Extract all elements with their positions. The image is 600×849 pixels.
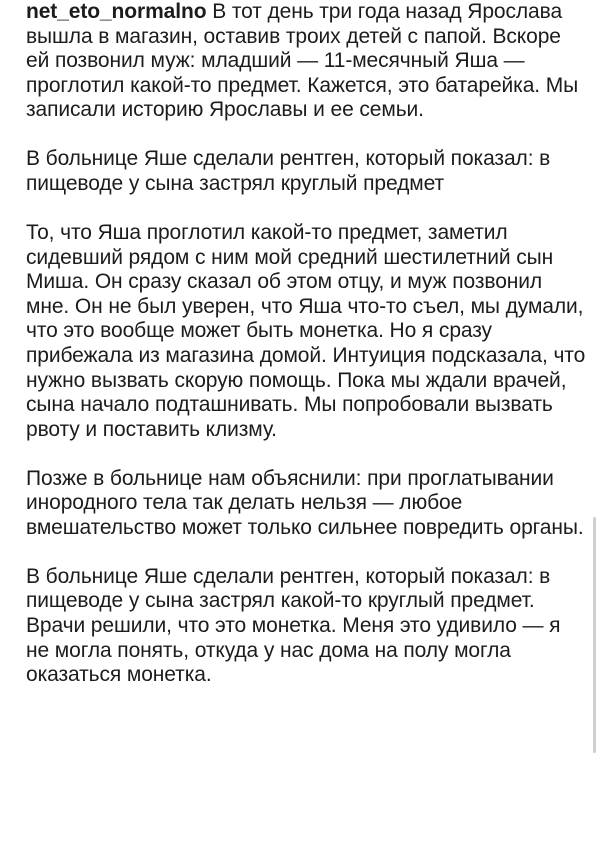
caption-text: В тот день три года назад Ярослава вышла в магазин, оставив троих детей с папой. Вскоре ей позвонил муж: младший — 11-месячный Яша — проглотил какой-то предмет. Кажется, это батарейка. Мы записали историю Ярославы и ее семьи. xyxy=(26,0,579,122)
caption-paragraph xyxy=(26,0,586,123)
caption-paragraph: Позже в больнице нам объяснили: при проглатывании инородного тела так делать нельзя — любое вмешательство может только сильнее повредить органы. xyxy=(26,466,584,539)
scrollbar[interactable] xyxy=(593,517,596,753)
username-link[interactable]: net_eto_normalno xyxy=(26,0,207,23)
post-caption xyxy=(26,0,586,688)
caption-paragraph: В больнице Яше сделали рентген, который показал: в пищеводе у сына застрял какой-то круглый предмет. Врачи решили, что это монетка. Меня это удивило — я не могла понять, откуда у нас дома на полу могла оказаться монетка. xyxy=(26,564,561,687)
caption-paragraph: В больнице Яше сделали рентген, который показал: в пищеводе у сына застрял круглый предмет xyxy=(26,147,551,195)
caption-paragraph: То, что Яша проглотил какой-то предмет, заметил сидевший рядом с ним мой средний шестилетний сын Миша. Он сразу сказал об этом отцу, и муж позвонил мне. Он не был уверен, что Яша что-то съел, мы думали, что это вообще может быть монетка. Но я сразу прибежала из магазина домой. Интуиция подсказала, что нужно вызвать скорую помощь. Пока мы ждали врачей, сына начало подташнивать. Мы попробовали вызвать рвоту и поставить клизму. xyxy=(26,220,586,441)
